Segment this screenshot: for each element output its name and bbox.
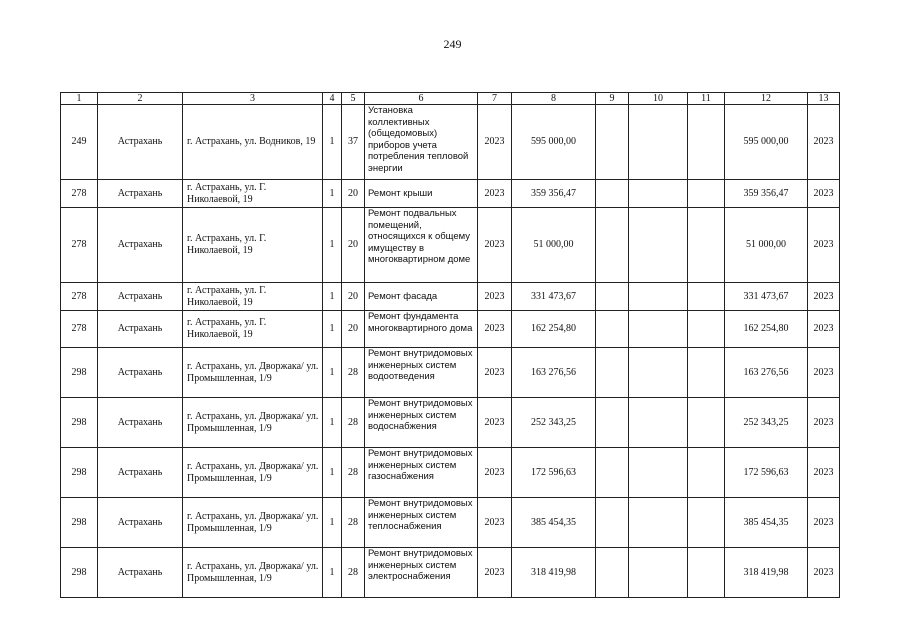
- column-12-cost-cell: 51 000,00: [725, 208, 808, 283]
- column-13-year-cell: 2023: [808, 180, 840, 208]
- total-cost-cell: 162 254,80: [512, 311, 596, 348]
- work-type-cell: Ремонт подвальных помещений, относящихся к общему имуществу в многоквартирном доме: [365, 208, 478, 283]
- column-11-cell: [688, 498, 725, 548]
- column-11-cell: [688, 311, 725, 348]
- year-cell: 2023: [478, 448, 512, 498]
- year-cell: 2023: [478, 498, 512, 548]
- city-cell: Астрахань: [98, 105, 183, 180]
- column-13-year-cell: 2023: [808, 398, 840, 448]
- column-4-cell: 1: [323, 311, 342, 348]
- column-header: 10: [629, 93, 688, 105]
- total-cost-cell: 318 419,98: [512, 548, 596, 598]
- column-4-cell: 1: [323, 283, 342, 311]
- column-12-cost-cell: 252 343,25: [725, 398, 808, 448]
- work-type-cell: Ремонт фасада: [365, 283, 478, 311]
- column-9-cell: [596, 208, 629, 283]
- city-cell: Астрахань: [98, 208, 183, 283]
- record-number-cell: 249: [61, 105, 98, 180]
- column-11-cell: [688, 548, 725, 598]
- column-9-cell: [596, 311, 629, 348]
- work-type-cell: Ремонт крыши: [365, 180, 478, 208]
- total-cost-cell: 385 454,35: [512, 498, 596, 548]
- address-cell: г. Астрахань, ул. Г. Николаевой, 19: [183, 208, 323, 283]
- column-9-cell: [596, 448, 629, 498]
- column-5-cell: 28: [342, 498, 365, 548]
- column-5-cell: 28: [342, 348, 365, 398]
- year-cell: 2023: [478, 283, 512, 311]
- page-number: 249: [443, 37, 462, 51]
- record-number-cell: 278: [61, 208, 98, 283]
- address-cell: г. Астрахань, ул. Водников, 19: [183, 105, 323, 180]
- total-cost-cell: 163 276,56: [512, 348, 596, 398]
- column-13-year-cell: 2023: [808, 348, 840, 398]
- city-cell: Астрахань: [98, 398, 183, 448]
- column-12-cost-cell: 172 596,63: [725, 448, 808, 498]
- record-number-cell: 298: [61, 448, 98, 498]
- column-5-cell: 20: [342, 208, 365, 283]
- address-cell: г. Астрахань, ул. Дворжака/ ул. Промышленная, 1/9: [183, 448, 323, 498]
- work-type-cell: Ремонт внутридомовых инженерных систем водоснабжения: [365, 398, 478, 448]
- column-12-cost-cell: 385 454,35: [725, 498, 808, 548]
- column-12-cost-cell: 318 419,98: [725, 548, 808, 598]
- year-cell: 2023: [478, 311, 512, 348]
- address-cell: г. Астрахань, ул. Г. Николаевой, 19: [183, 180, 323, 208]
- column-12-cost-cell: 163 276,56: [725, 348, 808, 398]
- table-row: [61, 398, 840, 448]
- work-type-cell: Ремонт внутридомовых инженерных систем электроснабжения: [365, 548, 478, 598]
- column-10-cell: [629, 498, 688, 548]
- column-13-year-cell: 2023: [808, 548, 840, 598]
- record-number-cell: 278: [61, 283, 98, 311]
- column-header: 4: [323, 93, 342, 105]
- column-9-cell: [596, 548, 629, 598]
- column-9-cell: [596, 283, 629, 311]
- column-5-cell: 20: [342, 180, 365, 208]
- column-10-cell: [629, 208, 688, 283]
- column-header: 13: [808, 93, 840, 105]
- record-number-cell: 278: [61, 180, 98, 208]
- header-row: [61, 93, 840, 105]
- city-cell: Астрахань: [98, 348, 183, 398]
- total-cost-cell: 51 000,00: [512, 208, 596, 283]
- table-row: [61, 180, 840, 208]
- column-5-cell: 20: [342, 311, 365, 348]
- column-4-cell: 1: [323, 348, 342, 398]
- city-cell: Астрахань: [98, 311, 183, 348]
- column-4-cell: 1: [323, 548, 342, 598]
- work-type-cell: Установка коллективных (общедомовых) приборов учета потребления тепловой энергии: [365, 105, 478, 180]
- address-cell: г. Астрахань, ул. Дворжака/ ул. Промышленная, 1/9: [183, 348, 323, 398]
- table-row: [61, 283, 840, 311]
- year-cell: 2023: [478, 208, 512, 283]
- column-10-cell: [629, 548, 688, 598]
- column-10-cell: [629, 448, 688, 498]
- table-row: [61, 448, 840, 498]
- city-cell: Астрахань: [98, 283, 183, 311]
- table-row: [61, 105, 840, 180]
- record-number-cell: 298: [61, 348, 98, 398]
- work-type-cell: Ремонт внутридомовых инженерных систем теплоснабжения: [365, 498, 478, 548]
- column-13-year-cell: 2023: [808, 311, 840, 348]
- column-13-year-cell: 2023: [808, 283, 840, 311]
- year-cell: 2023: [478, 548, 512, 598]
- address-cell: г. Астрахань, ул. Дворжака/ ул. Промышленная, 1/9: [183, 398, 323, 448]
- column-header: 9: [596, 93, 629, 105]
- column-header: 6: [365, 93, 478, 105]
- column-5-cell: 28: [342, 398, 365, 448]
- column-9-cell: [596, 348, 629, 398]
- city-cell: Астрахань: [98, 498, 183, 548]
- city-cell: Астрахань: [98, 180, 183, 208]
- work-type-cell: Ремонт внутридомовых инженерных систем газоснабжения: [365, 448, 478, 498]
- column-11-cell: [688, 398, 725, 448]
- column-5-cell: 28: [342, 448, 365, 498]
- city-cell: Астрахань: [98, 448, 183, 498]
- column-10-cell: [629, 105, 688, 180]
- work-type-cell: Ремонт фундамента многоквартирного дома: [365, 311, 478, 348]
- column-4-cell: 1: [323, 105, 342, 180]
- column-header: 8: [512, 93, 596, 105]
- column-11-cell: [688, 348, 725, 398]
- column-4-cell: 1: [323, 448, 342, 498]
- year-cell: 2023: [478, 398, 512, 448]
- address-cell: г. Астрахань, ул. Г. Николаевой, 19: [183, 283, 323, 311]
- column-13-year-cell: 2023: [808, 498, 840, 548]
- column-11-cell: [688, 180, 725, 208]
- column-header: 11: [688, 93, 725, 105]
- column-9-cell: [596, 105, 629, 180]
- column-10-cell: [629, 398, 688, 448]
- column-header: 7: [478, 93, 512, 105]
- column-12-cost-cell: 162 254,80: [725, 311, 808, 348]
- column-12-cost-cell: 359 356,47: [725, 180, 808, 208]
- column-13-year-cell: 2023: [808, 105, 840, 180]
- total-cost-cell: 595 000,00: [512, 105, 596, 180]
- column-4-cell: 1: [323, 498, 342, 548]
- column-4-cell: 1: [323, 398, 342, 448]
- column-10-cell: [629, 311, 688, 348]
- address-cell: г. Астрахань, ул. Дворжака/ ул. Промышленная, 1/9: [183, 498, 323, 548]
- year-cell: 2023: [478, 105, 512, 180]
- work-type-cell: Ремонт внутридомовых инженерных систем водоотведения: [365, 348, 478, 398]
- column-11-cell: [688, 105, 725, 180]
- table-row: [61, 348, 840, 398]
- table-row: [61, 548, 840, 598]
- column-10-cell: [629, 180, 688, 208]
- column-5-cell: 37: [342, 105, 365, 180]
- column-header: 2: [98, 93, 183, 105]
- column-header: 12: [725, 93, 808, 105]
- column-12-cost-cell: 331 473,67: [725, 283, 808, 311]
- total-cost-cell: 359 356,47: [512, 180, 596, 208]
- column-11-cell: [688, 448, 725, 498]
- address-cell: г. Астрахань, ул. Г. Николаевой, 19: [183, 311, 323, 348]
- column-13-year-cell: 2023: [808, 448, 840, 498]
- column-12-cost-cell: 595 000,00: [725, 105, 808, 180]
- column-header: 5: [342, 93, 365, 105]
- column-4-cell: 1: [323, 180, 342, 208]
- column-4-cell: 1: [323, 208, 342, 283]
- column-9-cell: [596, 498, 629, 548]
- column-5-cell: 20: [342, 283, 365, 311]
- year-cell: 2023: [478, 348, 512, 398]
- record-number-cell: 298: [61, 498, 98, 548]
- table-row: [61, 311, 840, 348]
- column-9-cell: [596, 180, 629, 208]
- column-11-cell: [688, 283, 725, 311]
- column-header: 1: [61, 93, 98, 105]
- column-5-cell: 28: [342, 548, 365, 598]
- year-cell: 2023: [478, 180, 512, 208]
- total-cost-cell: 172 596,63: [512, 448, 596, 498]
- column-10-cell: [629, 283, 688, 311]
- record-number-cell: 298: [61, 398, 98, 448]
- column-10-cell: [629, 348, 688, 398]
- column-9-cell: [596, 398, 629, 448]
- record-number-cell: 278: [61, 311, 98, 348]
- column-11-cell: [688, 208, 725, 283]
- city-cell: Астрахань: [98, 548, 183, 598]
- record-number-cell: 298: [61, 548, 98, 598]
- repair-register-table: [60, 92, 840, 598]
- address-cell: г. Астрахань, ул. Дворжака/ ул. Промышленная, 1/9: [183, 548, 323, 598]
- total-cost-cell: 331 473,67: [512, 283, 596, 311]
- total-cost-cell: 252 343,25: [512, 398, 596, 448]
- table-row: [61, 208, 840, 283]
- column-header: 3: [183, 93, 323, 105]
- column-13-year-cell: 2023: [808, 208, 840, 283]
- table-row: [61, 498, 840, 548]
